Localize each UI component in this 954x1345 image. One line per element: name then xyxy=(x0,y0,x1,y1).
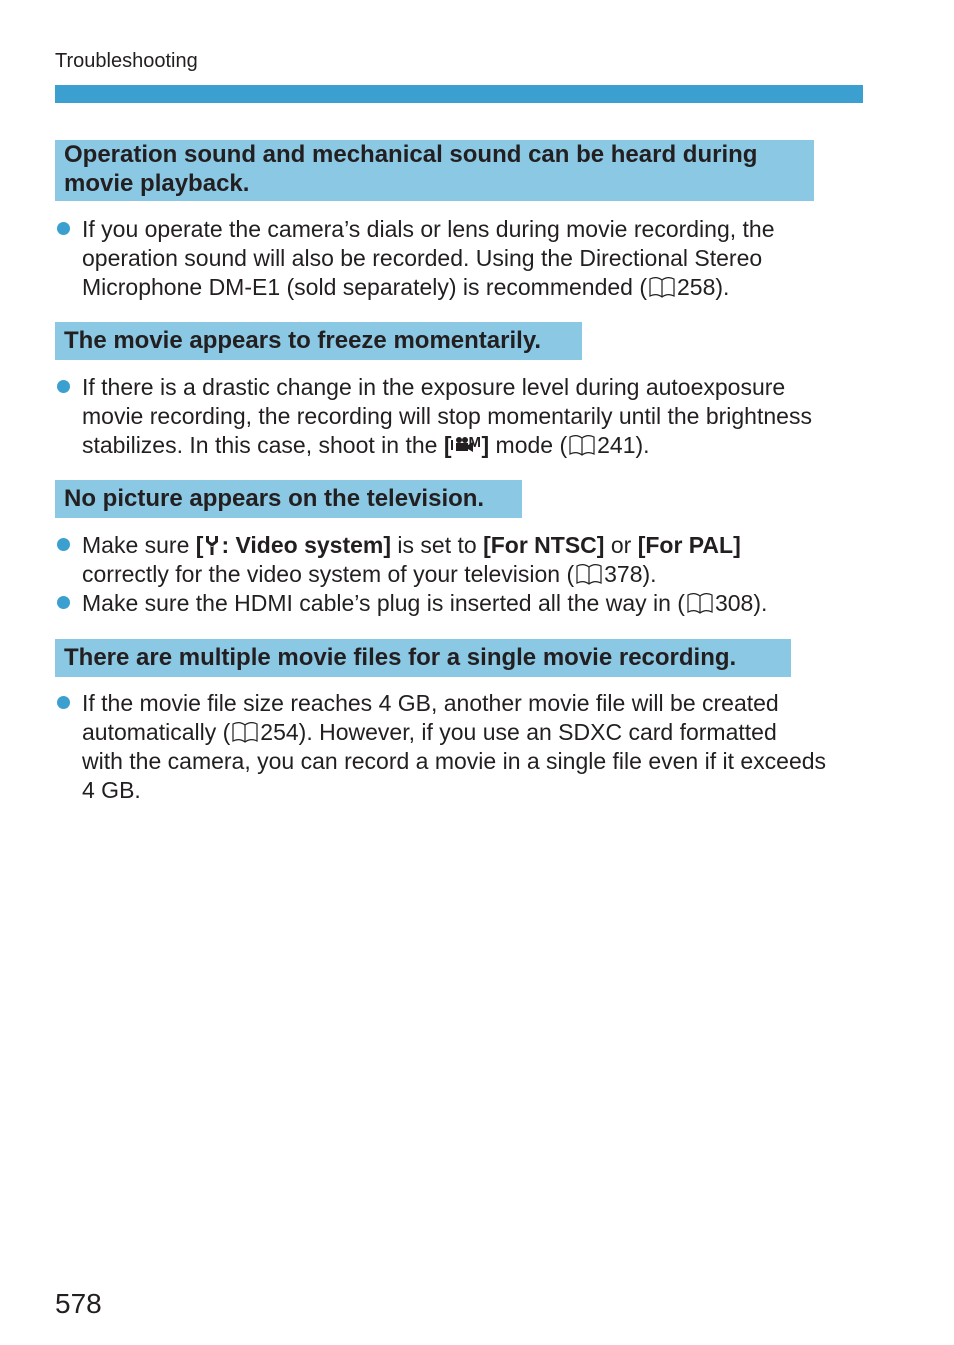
text-span: or xyxy=(604,532,638,558)
section-heading-operation-sound xyxy=(55,140,814,201)
bullet-icon xyxy=(57,222,70,235)
option-pal: [For PAL] xyxy=(637,532,741,558)
text-span: ). xyxy=(715,274,730,300)
book-reference-icon xyxy=(567,434,597,457)
heading-line: movie playback. xyxy=(64,170,250,197)
heading-line: Operation sound and mechanical sound can be heard during xyxy=(64,141,758,168)
list-item xyxy=(55,215,865,302)
page-reference[interactable]: 378 xyxy=(604,561,643,587)
list-item xyxy=(55,373,865,460)
running-head: Troubleshooting xyxy=(55,50,198,72)
movie-manual-mode-icon xyxy=(451,434,481,456)
bullet-list xyxy=(55,531,865,618)
bullet-icon xyxy=(57,380,70,393)
text-span: automatically ( xyxy=(82,719,231,745)
menu-label: : Video system] xyxy=(221,532,392,558)
bullet-icon xyxy=(57,596,70,609)
section-heading-multiple-files: There are multiple movie files for a single movie recording. xyxy=(55,639,791,677)
list-item xyxy=(55,589,865,618)
section-heading-no-picture: No picture appears on the television. xyxy=(55,480,522,518)
text-line xyxy=(82,589,865,618)
text-line: If there is a drastic change in the exposure level during autoexposure xyxy=(82,374,786,400)
text-line: operation sound will also be recorded. Using the Directional Stereo xyxy=(82,245,763,271)
text-span: Microphone DM-E1 (sold separately) is recommended ( xyxy=(82,274,647,300)
book-reference-icon xyxy=(685,592,715,615)
bracket: ] xyxy=(481,432,490,458)
bullet-icon xyxy=(57,538,70,551)
page-reference[interactable]: 254 xyxy=(260,719,299,745)
text-line xyxy=(82,531,865,560)
text-span: ). xyxy=(642,561,657,587)
page-reference[interactable]: 241 xyxy=(597,432,636,458)
text-span: is set to xyxy=(391,532,484,558)
text-line: movie recording, the recording will stop momentarily until the brightness xyxy=(82,403,812,429)
setup-wrench-icon xyxy=(203,534,221,556)
text-span: ). xyxy=(635,432,650,458)
bracket: [ xyxy=(443,432,452,458)
text-span: ). However, if you use an SDXC card formatted xyxy=(298,719,777,745)
page-number: 578 xyxy=(55,1288,102,1319)
option-ntsc: [For NTSC] xyxy=(483,532,605,558)
bullet-list xyxy=(55,689,870,805)
text-line xyxy=(82,273,865,302)
text-span: stabilizes. In this case, shoot in the xyxy=(82,432,444,458)
book-reference-icon xyxy=(647,276,677,299)
bracket: [ xyxy=(195,532,204,558)
text-span: ). xyxy=(753,590,768,616)
text-line: with the camera, you can record a movie in a single file even if it exceeds xyxy=(82,748,827,774)
mode-letter: M xyxy=(468,434,481,451)
bullet-list xyxy=(55,215,865,302)
section-heading-freeze: The movie appears to freeze momentarily. xyxy=(55,322,582,360)
text-line xyxy=(82,560,865,589)
text-line: 4 GB. xyxy=(82,777,141,803)
text-line xyxy=(82,718,870,747)
text-span: Make sure the HDMI cable’s plug is inserted all the way in ( xyxy=(82,590,685,616)
page-reference[interactable]: 308 xyxy=(714,590,754,616)
text-line xyxy=(82,431,865,460)
bullet-list xyxy=(55,373,865,460)
book-reference-icon xyxy=(230,721,260,744)
header-bar xyxy=(55,85,863,103)
text-span: mode ( xyxy=(489,432,568,458)
book-reference-icon xyxy=(574,563,604,586)
text-line: If the movie file size reaches 4 GB, another movie file will be created xyxy=(82,690,779,716)
bullet-icon xyxy=(57,696,70,709)
text-span: correctly for the video system of your television ( xyxy=(82,561,575,587)
page-reference[interactable]: 258 xyxy=(677,274,716,300)
text-span: Make sure xyxy=(82,532,196,558)
list-item xyxy=(55,531,865,589)
text-line: If you operate the camera’s dials or lens during movie recording, the xyxy=(82,216,775,242)
list-item xyxy=(55,689,870,805)
